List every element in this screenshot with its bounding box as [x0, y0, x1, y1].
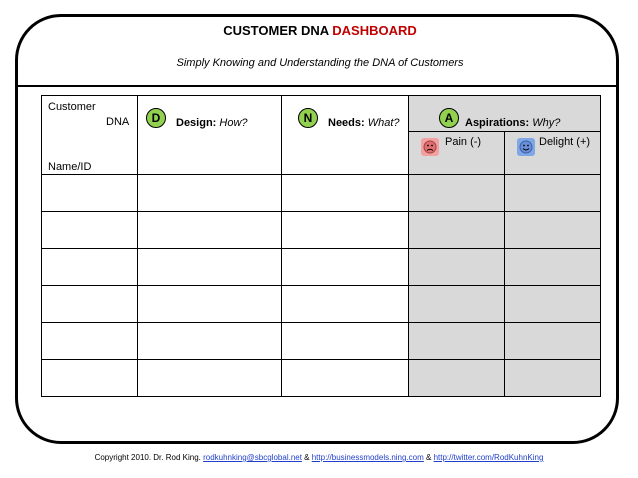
twitter-link[interactable]: http://twitter.com/RodKuhnKing — [433, 453, 544, 462]
header-divider — [18, 85, 616, 87]
delight-header: Delight (+) — [505, 132, 601, 175]
needs-header: N Needs: What? — [282, 96, 409, 175]
corner-cell: Customer DNA Name/ID — [42, 96, 138, 175]
table-row — [42, 249, 601, 286]
table-row — [42, 323, 601, 360]
aspirations-header: A Aspirations: Why? — [409, 96, 601, 132]
aspirations-badge-icon: A — [439, 108, 459, 128]
needs-badge-icon: N — [298, 108, 318, 128]
email-link[interactable]: rodkuhnking@sbcglobal.net — [203, 453, 302, 462]
footer: Copyright 2010. Dr. Rod King. rodkuhnking@sbcglobal.net & http://businessmodels.ning.com & http://twitter.com/RodKuhnKing — [94, 453, 544, 462]
pain-header: Pain (-) — [409, 132, 505, 175]
table-row — [42, 175, 601, 212]
ning-link[interactable]: http://businessmodels.ning.com — [311, 453, 424, 462]
design-badge-icon: D — [146, 108, 166, 128]
smiley-face-icon — [517, 138, 535, 156]
page-subtitle: Simply Knowing and Understanding the DNA of Customers — [176, 57, 464, 69]
design-header: D Design: How? — [138, 96, 282, 175]
table-row — [42, 286, 601, 323]
dna-table — [41, 95, 601, 397]
sad-face-icon — [421, 138, 439, 156]
table-row — [42, 212, 601, 249]
page-title: CUSTOMER DNA DASHBOARD — [223, 23, 417, 38]
table-row — [42, 360, 601, 397]
